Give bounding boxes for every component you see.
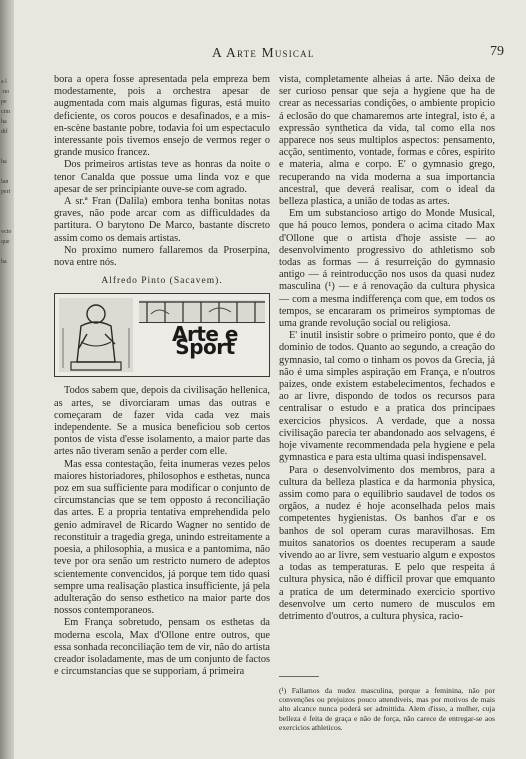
paragraph: A sr.ª Fran (Dalila) embora tenha bonitas notas graves, não pode arcar com as difficuldades da partitura. O barytono De Marco, bastante discreto assim como os demais artistas. [54, 196, 270, 244]
book-page [14, 0, 526, 759]
paragraph: Em um substancioso artigo do Monde Musical, que há pouco lemos, pondera o acima citado Max d'Ollone que o artista d'hoje assiste — ao desenvolvimento progressivo do athletismo sob todas as formas — á resurreição do gymnasio antigo — á reintroducção nos usos da quasi nudez masculina (¹) — e á renovação da cultura physica — com a mesma indifferença com que, em todos os tempos, se encararam os primeiros symptomas de uma grande revolução social ou religiosa. [279, 208, 495, 330]
gutter-fragment: vcto [1, 229, 12, 235]
paragraph: Mas essa contestação, feita inumeras vezes pelos maiores historiadores, philosophos e esthetas, nunca poz em sua sufficiente para modificar o conjunto de circumstancias que se tem opposto á reconciliação das artes. E a propria tentativa emprehendida pelo genio admiravel de Ricardo Wagner no sentido de reconstituir a tragedia grega, unindo estreitamente a poesia, a philosophia, a musica e a pantomima, não teve por ora senão um restricto numero de adeptos scientemente convencidos, já porque tem tido quasi sempre uma realisação plastica insufficiente, já pela adulteração do senso esthetico na maior parte dos nossos contemporaneos. [54, 458, 270, 617]
page-number: 79 [490, 44, 504, 59]
author-signature: Alfredo Pinto (Sacavem). [101, 276, 223, 287]
page-header [14, 42, 526, 62]
paragraph: Em França sobretudo, pensam os esthetas da moderna escola, Max d'Ollone entre outros, que essa sonhada reconciliação tem de vir, não do artista creador isoladamente, mas de um conjunto de factos e circumstancias que se supporiam, á primeira [54, 617, 270, 678]
paragraph: E' inutil insistir sobre o primeiro ponto, que é do dominio de todos. Quanto ao segundo, a creação do gymnasio, tal como o tinham os povos da Grecia, já não é uma simples aspiração em França, e n'outros paizes, onde existem estabelecimentos, fechados e ao ar livre, dispondo de todos os recursos para centralisar o estudo e a pratica dos principaes exercicios physicos. A verdade, que a nossa civilisação parecia ter abandonado aos selvagens, é hoje vivamente recommendada pela hygiene e pela gymnastica e para esta ultima quasi indispensavel. [279, 330, 495, 464]
gutter-fragment: ·no [1, 89, 9, 95]
gutter-fragment: que [1, 239, 10, 245]
gutter-fragment: pe [1, 99, 7, 105]
binding-gutter [0, 0, 14, 759]
paragraph: Todos sabem que, depois da civilisação hellenica, as artes, se divorciaram umas das outras e começaram de fazer vida cada vez mais independente. Se a musica beneficiou sob certos pontos de vista d'esse isolamento, a maior parte das artes não tiveram senão a perder com elle. [54, 385, 270, 458]
gutter-fragment: peri [1, 189, 11, 195]
gutter-fragment: a l [1, 79, 7, 85]
paragraph: bora a opera fosse apresentada pela empreza bem modestamente, pois a orchestra apesar de augmentada com mais algumas figuras, está muito deficiente, os coros poucos e desafinados, e a mis-en-scène bastante pobre, todavia foi um espectaculo interessante pois tivemos ensejo de vermos reger o grande musico francez. [54, 74, 270, 159]
left-column [54, 74, 270, 678]
footnote: (¹) Fallamos da nudez masculina, porque a feminina, não por convenções ou prejuizos pouco attendiveis, mas por motivos de mais alto alcance nunca poderá ser admittida. Alem d'isso, a mulher, cuja belleza é feita de graça e não de força, não carece de entregar-se aos exercicios athleticos. [279, 686, 495, 732]
classical-statue-illustration [59, 298, 133, 372]
gutter-fragment: ha [1, 159, 7, 165]
footnote-rule [279, 676, 319, 677]
gutter-fragment: cim [1, 109, 10, 115]
emblem-title: Arte e Sport [172, 322, 238, 359]
paragraph: No proximo numero fallaremos da Proserpina, nova entre nós. [54, 244, 270, 269]
running-title: A Arte Musical [212, 45, 315, 60]
paragraph: Dos primeiros artistas teve as honras da noite o tenor Canalda que possue uma linda voz e que apesar de ser principiante ouve-se com agrado. [54, 159, 270, 195]
gutter-fragment: dif [1, 129, 8, 135]
gutter-fragment: ha [1, 119, 7, 125]
right-column [279, 74, 495, 623]
paragraph: vista, completamente alheias á arte. Não deixa de ser curioso pensar que seja a hygiene que ha de crear as necessarias condições, o ambiente propicio á eclosão do que chamaremos arte integral, isto é, a expressão synthetica da vida, tal como ella nos apparece nos seus multiplos aspectos: pensamento, acção, sentimento, vontade, formas e côres, espirito e materia, alma e corpo. E' o gymnasio grego, recuperando na vida moderna a sua importancia ancestral, que deverá realisar, com o ideal da belleza plastica, a união de todas as artes. [279, 74, 495, 208]
column-frieze-illustration [139, 300, 265, 323]
paragraph: Para o desenvolvimento dos membros, para a cultura da belleza plastica e da harmonia physica, assim como para o equilibrio saudavel de todos os orgãos, a nudez é hoje aconselhada pelos mais competentes hygienistas. Os banhos d'ar e os banhos de sol operam curas maravilhosas. Em muitos sanatorios os doentes recuperam a saude vivendo ao ar livre, sem vestuario algum e expostos a todas as temperaturas. E pelo que respeita á cultura physica, não é difficil provar que emquanto a pratica de um determinado exercicio sportivo desenvolve um certo numero de musculos em detrimento d'outros, a cultura physica, racio- [279, 464, 495, 622]
gutter-fragment: ha [1, 259, 7, 265]
section-emblem [54, 293, 270, 377]
gutter-fragment: lan [1, 179, 9, 185]
